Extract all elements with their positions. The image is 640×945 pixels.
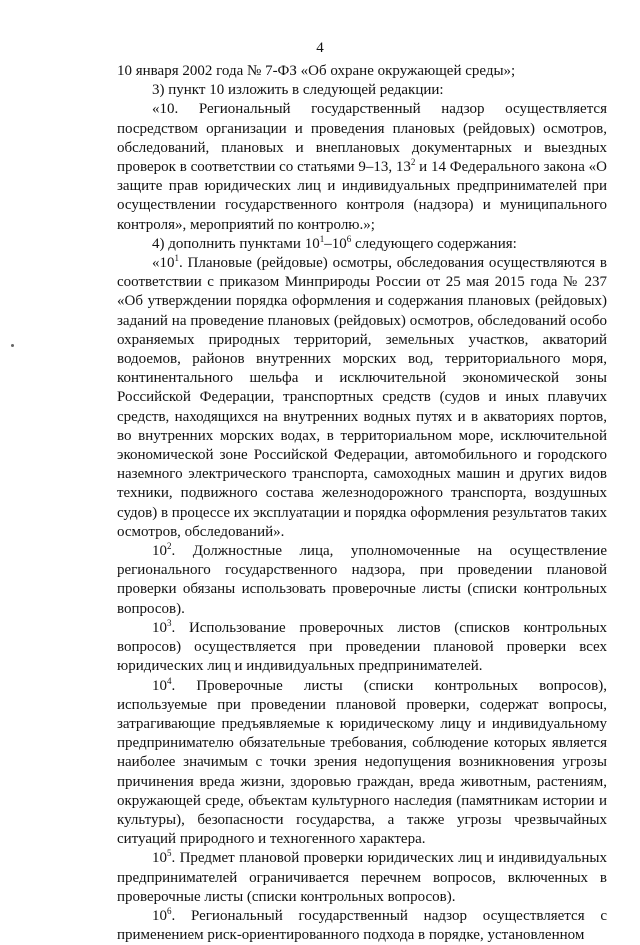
paragraph-point-10-6: $10^6$. Региональный государственный надзор осуществляется с применением риск-ориентированного подхода в порядке, установленном xyxy=(117,905,607,944)
paragraph-item-4: 4) дополнить пунктами $10^1-10^6$ следующего содержания: xyxy=(152,233,517,252)
paragraph-point-10: «10. Региональный государственный надзор осуществляется посредством организации и проведения плановых (рейдовых) осмотров, обследований, плановых и внеплановых документарных и выездных проверок в соответствии со статьями 9–13, $13^2$ и 14 Федерального закона «О защите прав юридических лиц и индивидуальных предпринимателей при осуществлении государственного контроля (надзора) и муниципального контроля», мероприятий по контролю.»; xyxy=(117,101,607,233)
paragraph-item-3: 3) пункт 10 изложить в следующей редакции: xyxy=(152,82,444,99)
paragraph-point-10-3: $10^3$. Использование проверочных листов (списков контрольных вопросов) осуществляется при проведении плановой проверки всех юридических лиц и индивидуальных предпринимателей. xyxy=(117,617,607,675)
paragraph-law-reference: 10 января 2002 года № 7-ФЗ «Об охране окружающей среды»; xyxy=(117,63,516,79)
paragraph-point-10-1: «$10^1$. Плановые (рейдовые) осмотры, обследования осуществляются в соответствии с приказом Минприроды России от 25 мая 2015 года № 237 «Об утверждении порядка оформления и содержания плановых (рейдовых) заданий на проведение плановых (рейдовых) осмотров, обследований особо охраняемых природных территорий, земельных участков, акваторий водоемов, районов внутренних морских вод, территориального моря, континентального шельфа и исключительной экономической зоны Российской Федерации, транспортных средств (судов и иных плавучих средств, находящихся на внутренних водных путях и в акваториях портов, во внутренних морских водах, в территориальном море, исключительной экономической зоне Российской Федерации, автомобильного и городского наземного электрического транспорта, самоходных машин и других видов техники, подвижного состава железнодорожного транспорта, воздушных судов) в процессе их эксплуатации и порядка оформления результатов таких осмотров, обследований». xyxy=(117,253,607,540)
page-number: 4 xyxy=(316,40,324,56)
paragraph-point-10-4: $10^4$. Проверочные листы (списки контрольных вопросов), используемые при проведении плановой проверки, содержат вопросы, затрагивающие предъявляемые к юридическому лицу и индивидуальному предпринимателю обязательные требования, соблюдение которых является наиболее значимым с точки зрения недопущения возникновения угрозы причинения вреда жизни, здоровью граждан, вреда животным, растениям, окружающей среде, объектам культурного наследия (памятникам истории и культуры), безопасности государства, а также угрозы чрезвычайных ситуаций природного и техногенного характера. xyxy=(117,675,607,848)
margin-mark xyxy=(11,344,14,347)
paragraph-point-10-2: $10^2$. Должностные лица, уполномоченные на осуществление регионального государственного надзора, при проведении плановой проверки обязаны использовать проверочные листы (списки контрольных вопросов). xyxy=(117,541,607,617)
document-body xyxy=(117,62,607,945)
paragraph-point-10-5: $10^5$. Предмет плановой проверки юридических лиц и индивидуальных предпринимателей ограничивается перечнем вопросов, включенных в проверочные листы (списки контрольных вопросов). xyxy=(117,848,607,905)
